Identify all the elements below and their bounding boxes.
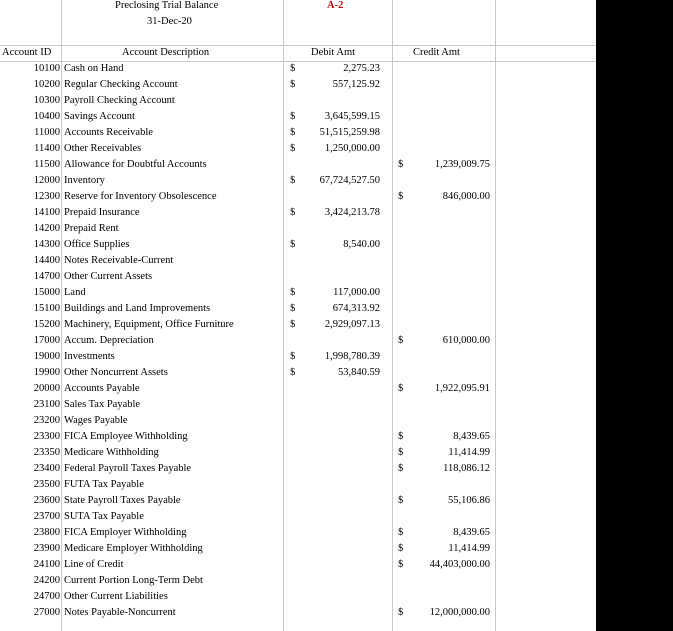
account-description-cell[interactable]: Reserve for Inventory Obsolescence: [64, 191, 217, 202]
account-id-cell[interactable]: 23600: [33, 495, 60, 506]
credit-amount-cell[interactable]: 11,414.99: [448, 543, 490, 554]
account-id-cell[interactable]: 11500: [34, 159, 60, 170]
account-description-cell[interactable]: Payroll Checking Account: [64, 95, 175, 106]
account-description-cell[interactable]: Land: [64, 287, 86, 298]
debit-currency-cell[interactable]: $: [290, 111, 296, 122]
debit-amount-cell[interactable]: 51,515,259.98: [319, 127, 380, 138]
debit-currency-cell[interactable]: $: [290, 127, 296, 138]
table-row[interactable]: [0, 205, 596, 221]
table-row[interactable]: [0, 61, 596, 77]
credit-currency-cell[interactable]: $: [398, 559, 404, 570]
account-id-cell[interactable]: 23700: [33, 511, 60, 522]
table-row[interactable]: [0, 157, 596, 173]
account-description-cell[interactable]: FUTA Tax Payable: [64, 479, 144, 490]
table-row[interactable]: [0, 333, 596, 349]
debit-amount-cell[interactable]: 2,929,097.13: [324, 319, 380, 330]
table-row[interactable]: [0, 365, 596, 381]
debit-currency-cell[interactable]: $: [290, 303, 296, 314]
account-description-cell[interactable]: Notes Payable-Noncurrent: [64, 607, 176, 618]
column-header-debit: Debit Amt: [311, 47, 356, 58]
debit-currency-cell[interactable]: $: [290, 175, 296, 186]
account-id-cell[interactable]: 12300: [33, 191, 60, 202]
table-row[interactable]: [0, 253, 596, 269]
account-description-cell[interactable]: Accounts Payable: [64, 383, 140, 394]
account-id-cell[interactable]: 14100: [33, 207, 60, 218]
account-description-cell[interactable]: Current Portion Long-Term Debt: [64, 575, 203, 586]
account-id-cell[interactable]: 10100: [33, 63, 60, 74]
credit-amount-cell[interactable]: 44,403,000.00: [429, 559, 490, 570]
account-description-cell[interactable]: Sales Tax Payable: [64, 399, 141, 410]
account-description-cell[interactable]: Inventory: [64, 175, 105, 186]
account-description-cell[interactable]: Line of Credit: [64, 559, 124, 570]
table-row[interactable]: [0, 109, 596, 125]
account-description-cell[interactable]: Investments: [64, 351, 115, 362]
account-description-cell[interactable]: Office Supplies: [64, 239, 130, 250]
account-description-cell[interactable]: Wages Payable: [64, 415, 128, 426]
account-id-cell[interactable]: 24700: [33, 591, 60, 602]
account-description-cell[interactable]: Regular Checking Account: [64, 79, 178, 90]
table-row[interactable]: [0, 605, 596, 621]
debit-amount-cell[interactable]: 8,540.00: [343, 239, 380, 250]
account-description-cell[interactable]: Savings Account: [64, 111, 135, 122]
debit-amount-cell[interactable]: 674,313.92: [332, 303, 380, 314]
account-id-cell[interactable]: 11000: [34, 127, 60, 138]
debit-amount-cell[interactable]: 117,000.00: [333, 287, 380, 298]
account-id-cell[interactable]: 15000: [33, 287, 60, 298]
account-description-cell[interactable]: Other Noncurrent Assets: [64, 367, 168, 378]
account-id-cell[interactable]: 24100: [33, 559, 60, 570]
report-date: 31-Dec-20: [147, 16, 192, 27]
credit-currency-cell[interactable]: $: [398, 191, 404, 202]
account-id-cell[interactable]: 24200: [33, 575, 60, 586]
table-row[interactable]: [0, 349, 596, 365]
window-edge: [596, 0, 673, 631]
credit-currency-cell[interactable]: $: [398, 527, 404, 538]
account-description-cell[interactable]: Accounts Receivable: [64, 127, 153, 138]
account-description-cell[interactable]: Buildings and Land Improvements: [64, 303, 211, 314]
table-row[interactable]: [0, 93, 596, 109]
credit-currency-cell[interactable]: $: [398, 335, 404, 346]
table-row[interactable]: [0, 397, 596, 413]
account-id-cell[interactable]: 10200: [33, 79, 60, 90]
account-description-cell[interactable]: Medicare Employer Withholding: [64, 543, 203, 554]
account-id-cell[interactable]: 23350: [33, 447, 60, 458]
account-id-cell[interactable]: 27000: [33, 607, 60, 618]
table-row[interactable]: [0, 285, 596, 301]
column-header-credit: Credit Amt: [413, 47, 460, 58]
account-id-cell[interactable]: 15100: [33, 303, 60, 314]
table-row[interactable]: [0, 493, 596, 509]
account-id-cell[interactable]: 14300: [33, 239, 60, 250]
table-row[interactable]: [0, 269, 596, 285]
table-row[interactable]: [0, 509, 596, 525]
credit-currency-cell[interactable]: $: [398, 383, 404, 394]
credit-amount-cell[interactable]: 11,414.99: [448, 447, 490, 458]
account-description-cell[interactable]: State Payroll Taxes Payable: [64, 495, 181, 506]
account-id-cell[interactable]: 14700: [33, 271, 60, 282]
table-row[interactable]: [0, 445, 596, 461]
debit-amount-cell[interactable]: 557,125.92: [332, 79, 380, 90]
credit-currency-cell[interactable]: $: [398, 607, 404, 618]
table-row[interactable]: [0, 301, 596, 317]
credit-currency-cell[interactable]: $: [398, 495, 404, 506]
account-id-cell[interactable]: 23400: [33, 463, 60, 474]
account-id-cell[interactable]: 14200: [33, 223, 60, 234]
account-id-cell[interactable]: 15200: [33, 319, 60, 330]
account-id-cell[interactable]: 23100: [33, 399, 60, 410]
table-row[interactable]: [0, 525, 596, 541]
table-row[interactable]: [0, 589, 596, 605]
debit-currency-cell[interactable]: $: [290, 287, 296, 298]
credit-amount-cell[interactable]: 118,086.12: [443, 463, 490, 474]
account-id-cell[interactable]: 10300: [33, 95, 60, 106]
debit-amount-cell[interactable]: 3,645,599.15: [324, 111, 380, 122]
debit-currency-cell[interactable]: $: [290, 207, 296, 218]
credit-amount-cell[interactable]: 610,000.00: [442, 335, 490, 346]
table-row[interactable]: [0, 413, 596, 429]
credit-amount-cell[interactable]: 12,000,000.00: [429, 607, 490, 618]
account-id-cell[interactable]: 23900: [33, 543, 60, 554]
debit-currency-cell[interactable]: $: [290, 143, 296, 154]
account-id-cell[interactable]: 19000: [33, 351, 60, 362]
account-description-cell[interactable]: Prepaid Rent: [64, 223, 119, 234]
table-row[interactable]: [0, 189, 596, 205]
table-row[interactable]: [0, 573, 596, 589]
column-header-id: Account ID: [2, 47, 52, 58]
credit-amount-cell[interactable]: 846,000.00: [442, 191, 490, 202]
account-description-cell[interactable]: Other Receivables: [64, 143, 142, 154]
column-header-description: Account Description: [122, 47, 210, 58]
account-description-cell[interactable]: Machinery, Equipment, Office Furniture: [64, 319, 234, 330]
account-id-cell[interactable]: 23300: [33, 431, 60, 442]
credit-amount-cell[interactable]: 1,922,095.91: [434, 383, 490, 394]
account-description-cell[interactable]: Cash on Hand: [64, 63, 124, 74]
credit-currency-cell[interactable]: $: [398, 463, 404, 474]
table-row[interactable]: [0, 141, 596, 157]
account-description-cell[interactable]: Accum. Depreciation: [64, 335, 154, 346]
debit-currency-cell[interactable]: $: [290, 239, 296, 250]
credit-currency-cell[interactable]: $: [398, 543, 404, 554]
table-row[interactable]: [0, 429, 596, 445]
account-id-cell[interactable]: 19900: [33, 367, 60, 378]
account-id-cell[interactable]: 14400: [33, 255, 60, 266]
debit-amount-cell[interactable]: 67,724,527.50: [319, 175, 380, 186]
account-id-cell[interactable]: 11400: [34, 143, 60, 154]
account-description-cell[interactable]: Other Current Liabilities: [64, 591, 168, 602]
table-row[interactable]: [0, 125, 596, 141]
credit-amount-cell[interactable]: 8,439.65: [453, 431, 490, 442]
debit-currency-cell[interactable]: $: [290, 367, 296, 378]
account-id-cell[interactable]: 17000: [33, 335, 60, 346]
account-description-cell[interactable]: Notes Receivable-Current: [64, 255, 174, 266]
credit-amount-cell[interactable]: 8,439.65: [453, 527, 490, 538]
trial-balance-table: [0, 45, 596, 621]
account-description-cell[interactable]: Other Current Assets: [64, 271, 153, 282]
credit-currency-cell[interactable]: $: [398, 431, 404, 442]
account-description-cell[interactable]: FICA Employer Withholding: [64, 527, 187, 538]
account-description-cell[interactable]: FICA Employee Withholding: [64, 431, 188, 442]
credit-currency-cell[interactable]: $: [398, 159, 404, 170]
column-header-row: [0, 45, 596, 61]
debit-amount-cell[interactable]: 1,998,780.39: [324, 351, 380, 362]
table-row[interactable]: [0, 477, 596, 493]
account-id-cell[interactable]: 23500: [33, 479, 60, 490]
table-row[interactable]: [0, 237, 596, 253]
account-id-cell[interactable]: 23800: [33, 527, 60, 538]
account-description-cell[interactable]: SUTA Tax Payable: [64, 511, 144, 522]
credit-amount-cell[interactable]: 55,106.86: [448, 495, 490, 506]
table-row[interactable]: [0, 173, 596, 189]
account-id-cell[interactable]: 23200: [33, 415, 60, 426]
report-title: Preclosing Trial Balance: [115, 0, 219, 11]
table-row[interactable]: [0, 557, 596, 573]
table-row[interactable]: [0, 317, 596, 333]
debit-currency-cell[interactable]: $: [290, 79, 296, 90]
debit-amount-cell[interactable]: 2,275.23: [343, 63, 380, 74]
table-row[interactable]: [0, 381, 596, 397]
credit-amount-cell[interactable]: 1,239,009.75: [434, 159, 490, 170]
sheet-reference: A-2: [327, 0, 344, 11]
table-row[interactable]: [0, 461, 596, 477]
debit-amount-cell[interactable]: 3,424,213.78: [324, 207, 380, 218]
debit-amount-cell[interactable]: 53,840.59: [338, 367, 380, 378]
debit-currency-cell[interactable]: $: [290, 351, 296, 362]
table-row[interactable]: [0, 221, 596, 237]
table-row[interactable]: [0, 77, 596, 93]
account-id-cell[interactable]: 20000: [33, 383, 60, 394]
debit-currency-cell[interactable]: $: [290, 319, 296, 330]
account-description-cell[interactable]: Federal Payroll Taxes Payable: [64, 463, 192, 474]
debit-amount-cell[interactable]: 1,250,000.00: [324, 143, 380, 154]
account-description-cell[interactable]: Medicare Withholding: [64, 447, 159, 458]
table-row[interactable]: [0, 541, 596, 557]
account-description-cell[interactable]: Allowance for Doubtful Accounts: [64, 159, 207, 170]
credit-currency-cell[interactable]: $: [398, 447, 404, 458]
account-id-cell[interactable]: 12000: [33, 175, 60, 186]
account-description-cell[interactable]: Prepaid Insurance: [64, 207, 140, 218]
debit-currency-cell[interactable]: $: [290, 63, 296, 74]
account-id-cell[interactable]: 10400: [33, 111, 60, 122]
